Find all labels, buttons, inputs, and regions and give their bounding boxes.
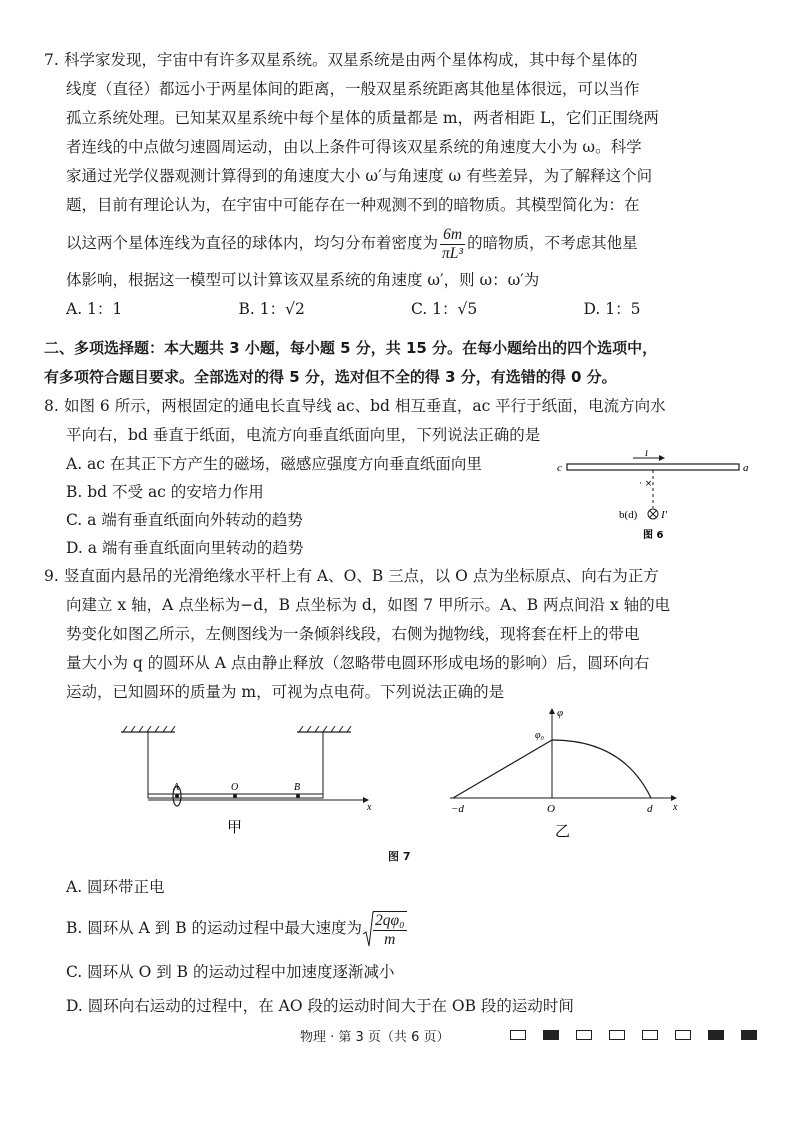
label-phi0: φ₀ [535,730,545,741]
question-9-options [44,872,756,1023]
text-line: 运动，已知圆环的质量为 m，可视为点电荷。下列说法正确的是 [66,683,505,701]
page-footer: 物理 · 第 3 页（共 6 页） [300,1030,450,1045]
figure-label: 甲 [227,818,243,836]
sqrt-expression [362,903,408,955]
text-line: 平向右，bd 垂直于纸面，电流方向垂直纸面向里，下列说法正确的是 [66,426,541,444]
text-line: 以这两个星体连线为直径的球体内，均匀分布着密度为 [66,234,439,252]
label-neg-d: −d [451,803,464,815]
option-a: A. ac 在其正下方产生的磁场，磁感应强度方向垂直纸面向里 [66,455,482,473]
label-a: a [743,462,749,474]
option-c: C. 圆环从 O 到 B 的运动过程中加速度逐渐减小 [66,963,395,981]
question-number: 9. [44,567,59,585]
section-heading [44,334,756,392]
label-phi: φ [557,707,564,719]
point-b [296,794,300,798]
option-d: D. 1：5 [583,300,641,318]
wire-ac [567,464,739,470]
text-line: 孤立系统处理。已知某双星系统中每个星体的质量都是 m，两者相距 L，它们正围绕两 [66,109,659,127]
x-axis-arrow [671,795,677,801]
figure-7-jia [115,722,385,842]
hatch-left [123,726,175,732]
potential-line-left [453,740,552,798]
text-line: 家通过光学仪器观测计算得到的角速度大小 ω′与角速度 ω 有些差异，为了解释这个问 [66,167,653,185]
text-line: 线度（直径）都远小于两星体间的距离，一般双星系统距离其他星体很远，可以当作 [66,80,640,98]
code-box [576,1030,592,1040]
figure-label: 乙 [555,822,571,840]
fraction-numerator: 6m [440,226,465,245]
point-a [175,794,179,798]
phi-axis-arrow [549,708,555,714]
figure-7-caption: 图 7 [388,850,411,863]
fraction-denominator: πL³ [442,244,464,262]
text-line: 势变化如图乙所示，左侧图线为一条倾斜线段，右侧为抛物线，现将套在杆上的带电 [66,625,640,643]
question-number: 8. [44,397,59,415]
option-a: A. 1：1 [66,300,123,318]
fraction-numerator: 2qφ₀ [375,912,405,929]
code-box [510,1030,526,1040]
question-number: 7. [44,51,59,69]
point-o [233,794,237,798]
option-d: D. 圆环向右运动的过程中，在 AO 段的运动时间大于在 OB 段的运动时间 [66,997,574,1015]
label-b: B [294,782,301,793]
text-line: 科学家发现，宇宙中有许多双星系统。双星系统是由两个星体构成，其中每个星体的 [64,51,638,69]
fraction-denominator: m [384,931,396,948]
density-fraction [440,226,465,263]
label-origin: O [547,803,555,815]
text-line: 量大小为 q 的圆环从 A 点由静止释放（忽略带电圆环形成电场的影响）后，圆环向右 [66,654,650,672]
potential-parabola-right [552,740,651,798]
code-box-filled [708,1030,724,1040]
option-b: B. bd 不受 ac 的安培力作用 [66,483,264,501]
figure-caption: 图 6 [643,530,664,541]
option-c: C. 1：√5 [411,300,478,318]
code-box [642,1030,658,1040]
label-x: x [673,802,678,813]
code-box-filled [543,1030,559,1040]
code-box [609,1030,625,1040]
section-line: 二、多项选择题：本大题共 3 小题，每小题 5 分，共 15 分。在每小题给出的四个选项中， [44,339,658,357]
label-c: c [557,462,562,474]
point-marks: · × [639,479,653,489]
option-a: A. 圆环带正电 [66,878,165,896]
hatch-right [299,726,351,732]
code-box [675,1030,691,1040]
text-line: 如图 6 所示，两根固定的通电长直导线 ac、bd 相互垂直，ac 平行于纸面，电流方向水 [64,397,666,415]
options-row [44,295,756,324]
section-line: 有多项符合题目要求。全部选对的得 5 分，选对但不全的得 3 分，有选错的得 0 分。 [44,368,617,386]
option-b: B. 圆环从 A 到 B 的运动过程中最大速度为 [66,919,363,937]
option-c: C. a 端有垂直纸面向外转动的趋势 [66,511,303,529]
text-line: 的暗物质，不考虑其他星 [467,234,638,252]
label-current: I [645,450,648,458]
footer-code-boxes [510,1030,757,1040]
label-o: O [231,782,239,793]
current-arrowhead [659,455,665,461]
text-line: 向建立 x 轴，A 点坐标为−d，B 点坐标为 d，如图 7 甲所示。A、B 两点间沿 x 轴的电 [66,596,671,614]
code-box-filled [741,1030,757,1040]
label-x: x [367,802,372,813]
label-a: A [173,782,180,793]
label-current-prime: I′ [661,509,668,521]
text-line: 竖直面内悬吊的光滑绝缘水平杆上有 A、O、B 三点，以 O 点为坐标原点、向右为正方 [64,567,659,585]
figure-7-yi [445,706,690,842]
label-bd: b(d) [619,509,638,521]
figure-6 [555,450,755,550]
text-line: 者连线的中点做匀速圆周运动，由以上条件可得该双星系统的角速度大小为 ω。科学 [66,138,642,156]
question-7 [44,46,756,324]
text-line: 题，目前有理论认为，在宇宙中可能存在一种观测不到的暗物质。其模型简化为：在 [66,196,640,214]
option-d: D. a 端有垂直纸面向里转动的趋势 [66,539,304,557]
question-9 [44,562,756,707]
text-line: 体影响，根据这一模型可以计算该双星系统的角速度 ω′，则 ω：ω′为 [66,271,540,289]
option-b: B. 1：√2 [238,300,305,318]
label-d: d [647,803,653,815]
